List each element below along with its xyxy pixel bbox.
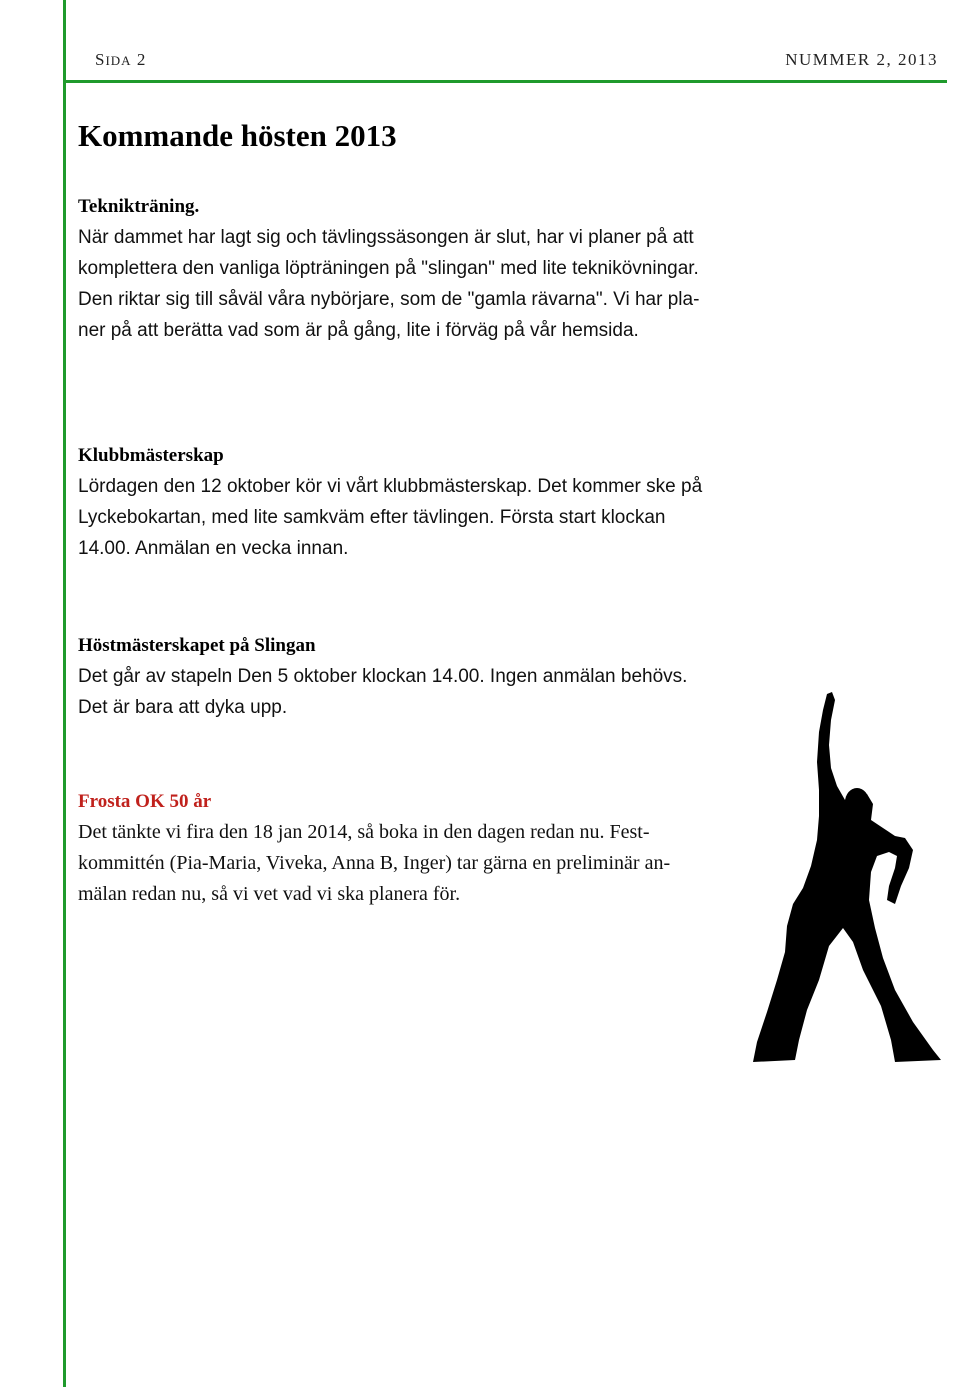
section-heading: Frosta OK 50 år	[78, 791, 212, 812]
section-heading: Klubbmästerskap	[78, 445, 224, 466]
section-heading: Höstmästerskapet på Slingan	[78, 635, 316, 656]
body-line: Det tänkte vi fira den 18 jan 2014, så boka in den dagen redan nu. Fest-	[78, 821, 650, 843]
body-line: Det är bara att dyka upp.	[78, 697, 288, 718]
body-line: ner på att berätta vad som är på gång, lite i förväg på vår hemsida.	[78, 320, 639, 341]
dancer-silhouette-illustration	[745, 690, 945, 1065]
issue-label: NUMMER 2, 2013	[785, 50, 938, 69]
body-line: När dammet har lagt sig och tävlingssäsongen är slut, har vi planer på att	[78, 227, 694, 248]
section-hostmasterskapet	[78, 630, 758, 723]
body-line: kommittén (Pia-Maria, Viveka, Anna B, Inger) tar gärna en preliminär an-	[78, 852, 671, 874]
header-rule	[63, 80, 947, 83]
section-klubbmasterskap	[78, 440, 758, 564]
body-line: mälan redan nu, så vi vet vad vi ska planera för.	[78, 883, 461, 905]
body-line: Lyckebokartan, med lite samkväm efter tävlingen. Första start klockan	[78, 507, 666, 528]
section-frosta-50	[78, 786, 758, 910]
body-line: Det går av stapeln Den 5 oktober klockan 14.00. Ingen anmälan behövs.	[78, 666, 688, 687]
page-number: 2	[136, 50, 147, 69]
body-line: Den riktar sig till såväl våra nybörjare, som de "gamla rävarna". Vi har pla-	[78, 289, 700, 310]
body-line: komplettera den vanliga löpträningen på "slingan" med lite teknikövningar.	[78, 258, 699, 279]
page-label-rest: IDA	[105, 53, 132, 68]
section-teknikträning	[78, 191, 758, 346]
left-margin-rule	[63, 0, 66, 1387]
body-line: 14.00. Anmälan en vecka innan.	[78, 538, 349, 559]
page-title: Kommande hösten 2013	[78, 118, 397, 153]
page-label	[95, 50, 146, 70]
page-label-initial: S	[95, 50, 106, 69]
section-heading: Teknikträning.	[78, 196, 200, 217]
body-line: Lördagen den 12 oktober kör vi vårt klubbmästerskap. Det kommer ske på	[78, 476, 703, 497]
